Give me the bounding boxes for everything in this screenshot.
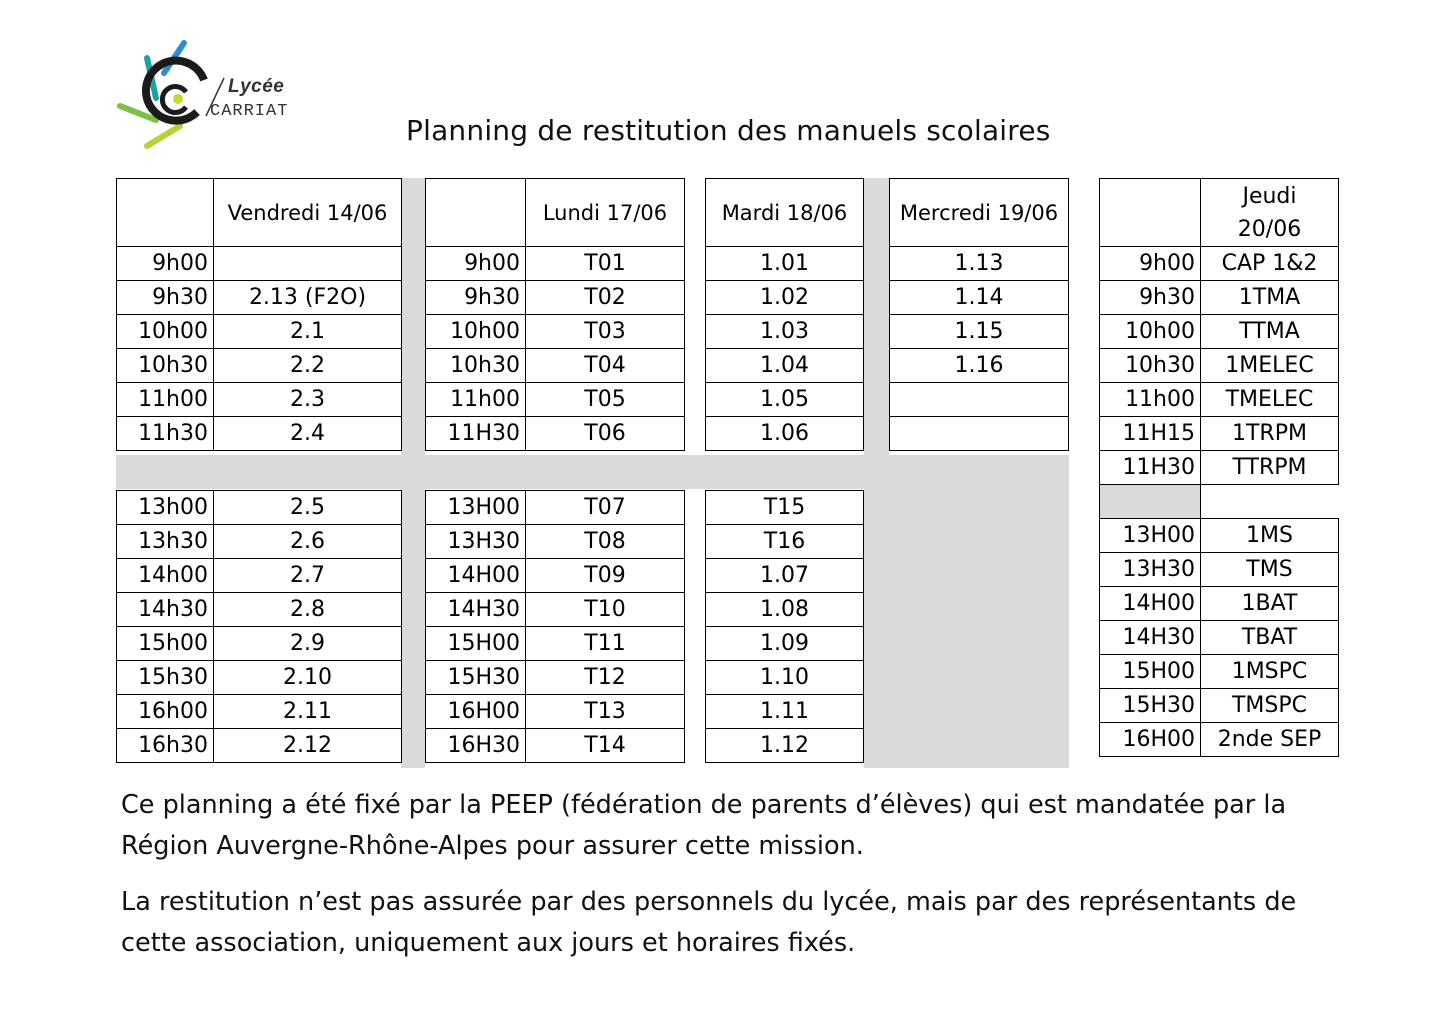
time-cell: 14H00 — [1100, 587, 1201, 621]
class-cell: T14 — [526, 729, 685, 763]
class-cell: 1.01 — [706, 247, 864, 281]
time-cell: 14H30 — [1100, 621, 1201, 655]
tuesday-morning-table — [705, 178, 864, 451]
thursday-morning-table — [1099, 178, 1339, 757]
table-row — [426, 417, 685, 451]
table-row — [1100, 247, 1339, 281]
time-cell: 13h00 — [117, 491, 214, 525]
class-cell: TTMA — [1201, 315, 1339, 349]
table-row — [1100, 451, 1339, 485]
time-cell: 16H00 — [1100, 723, 1201, 757]
class-cell: 1.10 — [706, 661, 864, 695]
class-cell: T03 — [526, 315, 685, 349]
table-row — [1100, 723, 1339, 757]
table-row — [1100, 553, 1339, 587]
time-cell: 15H30 — [1100, 689, 1201, 723]
class-cell: 2.1 — [214, 315, 402, 349]
table-row — [1100, 689, 1339, 723]
class-cell: 1.16 — [890, 349, 1069, 383]
table-row — [706, 383, 864, 417]
time-cell: 13H00 — [426, 491, 526, 525]
class-cell: 1.07 — [706, 559, 864, 593]
time-cell: 10h00 — [117, 315, 214, 349]
class-cell: 2nde SEP — [1201, 723, 1339, 757]
class-cell: 1.09 — [706, 627, 864, 661]
class-cell: 1.14 — [890, 281, 1069, 315]
time-cell: 15H30 — [426, 661, 526, 695]
table-row — [706, 525, 864, 559]
time-cell: 10h00 — [426, 315, 526, 349]
class-cell: 1MELEC — [1201, 349, 1339, 383]
table-row — [426, 695, 685, 729]
class-cell: TBAT — [1201, 621, 1339, 655]
table-row — [117, 281, 402, 315]
class-cell: T02 — [526, 281, 685, 315]
table-row — [1100, 621, 1339, 655]
table-row — [706, 247, 864, 281]
empty-header-cell — [1100, 179, 1201, 247]
class-cell: T04 — [526, 349, 685, 383]
time-cell: 14h30 — [117, 593, 214, 627]
class-cell: T07 — [526, 491, 685, 525]
class-cell: 1.15 — [890, 315, 1069, 349]
table-row — [426, 559, 685, 593]
table-row — [1100, 349, 1339, 383]
time-cell: 9h30 — [117, 281, 214, 315]
class-cell: 1.08 — [706, 593, 864, 627]
time-cell: 16h30 — [117, 729, 214, 763]
time-cell: 9h30 — [1100, 281, 1201, 315]
class-cell: 2.9 — [214, 627, 402, 661]
table-row — [706, 695, 864, 729]
time-cell: 11h30 — [117, 417, 214, 451]
table-row — [890, 417, 1069, 451]
table-row — [117, 417, 402, 451]
table-row — [426, 281, 685, 315]
table-row — [1100, 315, 1339, 349]
class-cell: 1.05 — [706, 383, 864, 417]
class-cell: 1TRPM — [1201, 417, 1339, 451]
lunch-row — [1100, 485, 1339, 519]
time-cell: 11h00 — [117, 383, 214, 417]
wednesday-morning-table — [889, 178, 1069, 451]
class-cell: 2.3 — [214, 383, 402, 417]
monday-morning-table — [425, 178, 685, 451]
class-cell: T15 — [706, 491, 864, 525]
friday-header: Vendredi 14/06 — [214, 179, 402, 247]
time-cell: 15H00 — [1100, 655, 1201, 689]
friday-morning-table — [116, 178, 402, 451]
time-cell: 13h30 — [117, 525, 214, 559]
time-cell: 13H30 — [1100, 553, 1201, 587]
wednesday-header: Mercredi 19/06 — [890, 179, 1069, 247]
class-cell: 2.2 — [214, 349, 402, 383]
class-cell: T11 — [526, 627, 685, 661]
table-row — [117, 661, 402, 695]
class-cell: 1.12 — [706, 729, 864, 763]
table-row — [1100, 587, 1339, 621]
time-cell: 16h00 — [117, 695, 214, 729]
table-row — [426, 627, 685, 661]
tuesday-afternoon-table — [705, 490, 864, 763]
class-cell: 2.13 (F2O) — [214, 281, 402, 315]
class-cell: TMS — [1201, 553, 1339, 587]
class-cell: 1MS — [1201, 519, 1339, 553]
school-logo — [112, 38, 312, 156]
table-row — [426, 729, 685, 763]
class-cell: T12 — [526, 661, 685, 695]
time-cell: 16H30 — [426, 729, 526, 763]
logo-text-lycee: Lycée — [228, 76, 285, 97]
tuesday-header: Mardi 18/06 — [706, 179, 864, 247]
time-cell: 16H00 — [426, 695, 526, 729]
time-cell: 11H30 — [1100, 451, 1201, 485]
table-row — [426, 349, 685, 383]
table-row — [890, 349, 1069, 383]
table-row — [117, 695, 402, 729]
class-cell: T08 — [526, 525, 685, 559]
table-row — [426, 525, 685, 559]
empty-header-cell — [426, 179, 526, 247]
logo-text-carriat: CARRIAT — [210, 102, 289, 121]
time-cell: 10h30 — [117, 349, 214, 383]
table-row — [117, 593, 402, 627]
table-row — [426, 315, 685, 349]
table-row — [117, 315, 402, 349]
table-row — [706, 729, 864, 763]
time-cell: 10h30 — [426, 349, 526, 383]
time-cell: 14H00 — [426, 559, 526, 593]
table-row — [1100, 655, 1339, 689]
table-row — [890, 281, 1069, 315]
class-cell: T10 — [526, 593, 685, 627]
class-cell: CAP 1&2 — [1201, 247, 1339, 281]
empty-header-cell — [117, 179, 214, 247]
table-row — [117, 383, 402, 417]
thursday-header — [1201, 179, 1339, 247]
table-row — [1100, 519, 1339, 553]
table-row — [706, 491, 864, 525]
class-cell: T16 — [706, 525, 864, 559]
table-row — [117, 559, 402, 593]
table-row — [890, 315, 1069, 349]
class-cell: 1BAT — [1201, 587, 1339, 621]
table-row — [426, 593, 685, 627]
table-row — [117, 349, 402, 383]
table-row — [426, 661, 685, 695]
class-cell: TMELEC — [1201, 383, 1339, 417]
class-cell: TMSPC — [1201, 689, 1339, 723]
time-cell: 15h30 — [117, 661, 214, 695]
class-cell: T09 — [526, 559, 685, 593]
monday-header: Lundi 17/06 — [526, 179, 685, 247]
table-row — [706, 627, 864, 661]
time-cell: 10h00 — [1100, 315, 1201, 349]
class-cell: 2.8 — [214, 593, 402, 627]
info-paragraph-restitution: La restitution n’est pas assurée par des personnels du lycée, mais par des représentants de cette association, uniquement aux jours et horaires fixés. — [121, 887, 1297, 958]
class-cell: 1.13 — [890, 247, 1069, 281]
lunch-empty-cell — [1201, 485, 1339, 519]
table-row — [706, 559, 864, 593]
class-cell: 2.10 — [214, 661, 402, 695]
table-row — [1100, 383, 1339, 417]
table-row — [706, 349, 864, 383]
class-cell: 2.11 — [214, 695, 402, 729]
table-row — [1100, 281, 1339, 315]
table-row — [706, 315, 864, 349]
table-row — [426, 247, 685, 281]
table-row — [890, 383, 1069, 417]
class-cell: 1.04 — [706, 349, 864, 383]
class-cell: 2.12 — [214, 729, 402, 763]
table-row — [890, 247, 1069, 281]
class-cell: 1.02 — [706, 281, 864, 315]
time-cell: 13H00 — [1100, 519, 1201, 553]
lunch-grey-cell — [1100, 485, 1201, 519]
class-cell: 1MSPC — [1201, 655, 1339, 689]
time-cell: 15H00 — [426, 627, 526, 661]
table-row — [706, 593, 864, 627]
class-cell: 2.7 — [214, 559, 402, 593]
time-cell: 11h00 — [426, 383, 526, 417]
class-cell: 1.06 — [706, 417, 864, 451]
table-row — [1100, 417, 1339, 451]
class-cell: T13 — [526, 695, 685, 729]
time-cell: 9h00 — [426, 247, 526, 281]
class-cell: T01 — [526, 247, 685, 281]
time-cell: 9h00 — [117, 247, 214, 281]
class-cell: 2.5 — [214, 491, 402, 525]
page-title: Planning de restitution des manuels scolaires — [406, 114, 1051, 147]
class-cell: 2.6 — [214, 525, 402, 559]
time-cell: 11H15 — [1100, 417, 1201, 451]
table-row — [706, 417, 864, 451]
time-cell: 14H30 — [426, 593, 526, 627]
table-row — [117, 525, 402, 559]
thursday-header-date: 20/06 — [1237, 216, 1302, 242]
table-row — [117, 729, 402, 763]
class-cell: TTRPM — [1201, 451, 1339, 485]
class-cell: T05 — [526, 383, 685, 417]
time-cell: 15h00 — [117, 627, 214, 661]
table-row — [117, 627, 402, 661]
info-paragraph-peep: Ce planning a été fixé par la PEEP (fédération de parents d’élèves) qui est mandatée par la Région Auvergne-Rhône-Alpes pour assurer cette mission. — [121, 790, 1287, 861]
table-row — [706, 281, 864, 315]
table-row — [117, 247, 402, 281]
class-cell: T06 — [526, 417, 685, 451]
table-row — [426, 491, 685, 525]
table-row — [706, 661, 864, 695]
class-cell — [890, 383, 1069, 417]
time-cell: 10h30 — [1100, 349, 1201, 383]
time-cell: 9h00 — [1100, 247, 1201, 281]
thursday-header-day: Jeudi — [1242, 183, 1297, 209]
class-cell — [214, 247, 402, 281]
table-row — [117, 491, 402, 525]
table-row — [426, 383, 685, 417]
time-cell: 14h00 — [117, 559, 214, 593]
class-cell: 1TMA — [1201, 281, 1339, 315]
class-cell — [890, 417, 1069, 451]
monday-afternoon-table — [425, 490, 685, 763]
class-cell: 2.4 — [214, 417, 402, 451]
class-cell: 1.03 — [706, 315, 864, 349]
wednesday-afternoon-block — [864, 455, 1069, 768]
time-cell: 11H30 — [426, 417, 526, 451]
time-cell: 9h30 — [426, 281, 526, 315]
time-cell: 11h00 — [1100, 383, 1201, 417]
class-cell: 1.11 — [706, 695, 864, 729]
friday-afternoon-table — [116, 490, 402, 763]
time-cell: 13H30 — [426, 525, 526, 559]
